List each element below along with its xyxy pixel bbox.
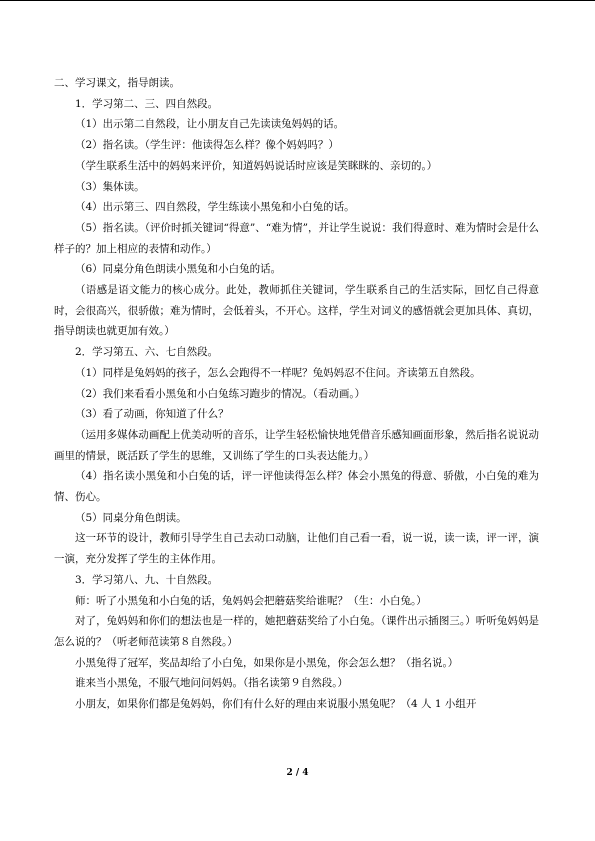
paragraph: 小朋友，如果你们都是兔妈妈，你们有什么好的理由来说服小黑兔呢？（4 人 1 小组开 — [75, 698, 477, 711]
paragraph: （1）出示第二自然段，让小朋友自己先读读兔妈妈的话。 — [75, 118, 345, 131]
paragraph: 这一环节的设计，教师引导学生自己去动口动脑，让他们自己看一看，说一说，读一读，评一评，演一演，充分发挥了学生的主体作用。 — [54, 532, 539, 566]
paragraph: （5）指名读。（评价时抓关键词“得意”、“难为情”，并让学生说说：我们得意时、难为情时会是什么样子的？加上相应的表情和动作。） — [54, 221, 539, 255]
paragraph: （学生联系生活中的妈妈来评价，知道妈妈说话时应该是笑眯眯的、亲切的。） — [75, 159, 438, 172]
paragraph: 2．学习第五、六、七自然段。 — [75, 346, 219, 359]
paragraph: 1．学习第二、三、四自然段。 — [75, 97, 219, 110]
paragraph: 3．学习第八、九、十自然段。 — [75, 573, 219, 586]
paragraph: （6）同桌分角色朗读小黑兔和小白兔的话。 — [75, 263, 282, 276]
paragraph: （5）同桌分角色朗读。 — [75, 511, 187, 524]
paragraph: 小黑兔得了冠军，奖品却给了小白兔，如果你是小黑兔，你会怎么想？（指名说。） — [75, 656, 459, 669]
paragraph: （3）看了动画，你知道了什么？ — [75, 408, 229, 421]
paragraph: （2）指名读。（学生评：他读得怎么样？像个妈妈吗？） — [75, 139, 339, 152]
paragraph: （1）同样是兔妈妈的孩子，怎么会跑得不一样呢？兔妈妈忍不住问。齐读第五自然段。 — [75, 366, 481, 379]
paragraph: 师：听了小黑兔和小白兔的话，兔妈妈会把蘑菇奖给谁呢？（生：小白兔。） — [75, 594, 427, 607]
paragraph: （4）指名读小黑兔和小白兔的话，评一评他读得怎么样？体会小黑兔的得意、骄傲，小白兔的难为情、伤心。 — [54, 470, 539, 504]
document-body — [54, 73, 539, 715]
paragraph: （3）集体读。 — [75, 180, 145, 193]
paragraph: 谁来当小黑兔，不服气地问问妈妈。（指名读第９自然段。） — [75, 677, 348, 690]
paragraph: （语感是语文能力的核心成分。此处，教师抓住关键词，学生联系自己的生活实际，回忆自己得意时，会很高兴，很骄傲；难为情时，会低着头，不开心。这样，学生对词义的感悟就会更加具体、真切，指导朗读也就更加有效。） — [54, 284, 539, 338]
paragraph: （4）出示第三、四自然段，学生练读小黑兔和小白兔的话。 — [75, 201, 355, 214]
paragraph: 二、学习课文，指导朗读。 — [54, 77, 180, 89]
paragraph: 对了，兔妈妈和你们的想法也是一样的，她把蘑菇奖给了小白兔。（课件出示插图三。）听听兔妈妈是怎么说的？（听老师范读第８自然段。） — [54, 615, 539, 648]
paragraph: （2）我们来看看小黑兔和小白兔练习跑步的情况。（看动画。） — [75, 387, 366, 400]
paragraph: （运用多媒体动画配上优美动听的音乐，让学生轻松愉快地凭借音乐感知画面形象，然后指名说说动画里的情景，既活跃了学生的思维，又训练了学生的口头表达能力。） — [54, 428, 539, 462]
page-number: 2 / 4 — [286, 768, 309, 778]
header-rule — [0, 0, 595, 1]
